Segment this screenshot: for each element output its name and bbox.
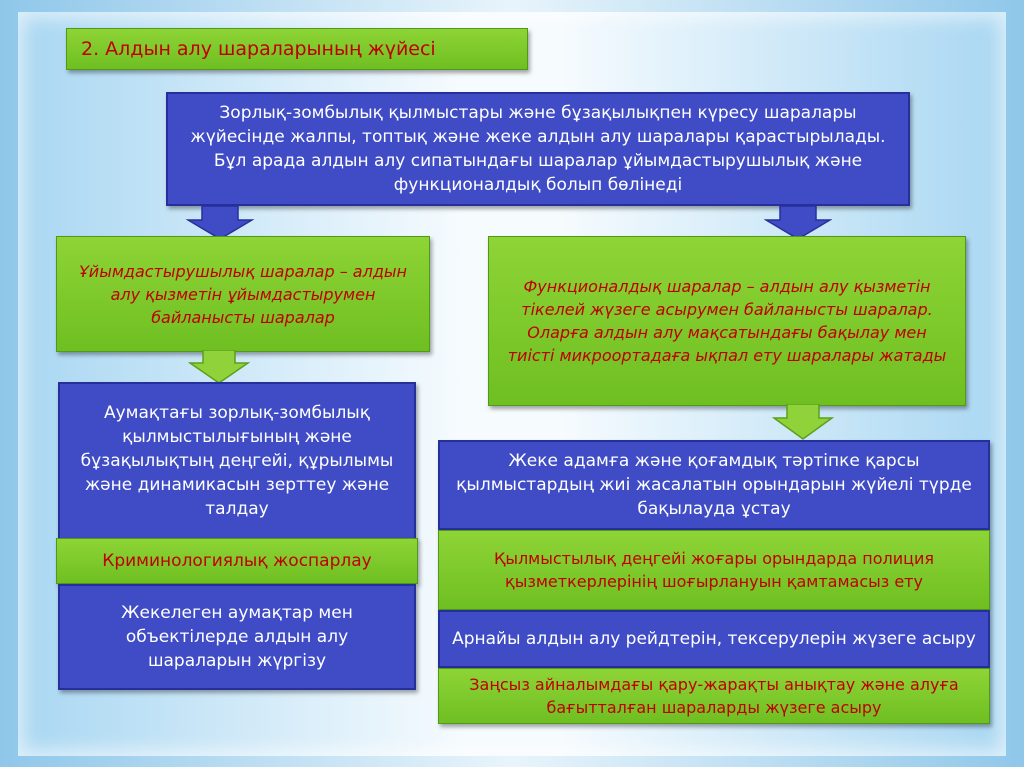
police-concentration-text: Қылмыстылық деңгейі жоғары орындарда полиция қызметкерлерінің шоғырлануын қамтамасыз ету [493,549,935,591]
arrow-down-right-blue [764,206,832,240]
monitoring-places-text: Жеке адамға және қоғамдық тәртіпке қарсы қылмыстардың жиі жасалатын орындарын жүйелі түрде бақылауда ұстау [456,451,972,519]
slide-title-text: 2. Алдын алу шараларының жүйесі [81,37,436,60]
special-raids-text: Арнайы алдын алу рейдтерін, тексерулерін жүзеге асыру [452,629,976,649]
special-raids-box [438,610,990,668]
functional-measures-box [488,236,966,406]
criminological-planning-text: Криминологиялық жоспарлау [102,550,372,571]
territory-measures-box [58,584,416,690]
territory-measures-text: Жекелеген аумақтар мен объектілерде алдын алу шараларын жүргізу [121,603,353,671]
study-analysis-box [58,382,416,540]
organizational-measures-text: Ұйымдастырушылық шаралар – алдын алу қызметін ұйымдастырумен байланысты шаралар [79,261,407,327]
intro-box [166,92,910,206]
arrow-down-left-green [188,350,250,384]
monitoring-places-box [438,440,990,530]
illegal-weapons-box [438,668,990,724]
criminological-planning-box [56,538,418,584]
intro-text: Зорлық-зомбылық қылмыстары және бұзақылықпен күресу шаралары жүйесінде жалпы, топтық және жеке алдын алу шаралары қарастырылады. Бұл арада алдын алу сипатындағы шаралар ұйымдастырушылық және функционалдық болып бөлінеді [190,103,886,195]
illegal-weapons-text: Заңсыз айналымдағы қару-жарақты анықтау және алуға бағытталған шараларды жүзеге асыру [469,675,959,717]
study-analysis-text: Аумақтағы зорлық-зомбылық қылмыстылығының және бұзақылықтың деңгейі, құрылымы және динамикасын зерттеу және талдау [80,403,394,519]
functional-measures-text: Функционалдық шаралар – алдын алу қызметін тікелей жүзеге асырумен байланысты шаралар. Оларға алдын алу мақсатындағы бақылау мен тиісті микроортадаға ықпал ету шаралары жатады [507,277,947,365]
arrow-down-right-green [772,404,834,440]
police-concentration-box [438,530,990,610]
organizational-measures-box [56,236,430,352]
slide-title [66,28,528,70]
arrow-down-left-blue [186,206,254,240]
